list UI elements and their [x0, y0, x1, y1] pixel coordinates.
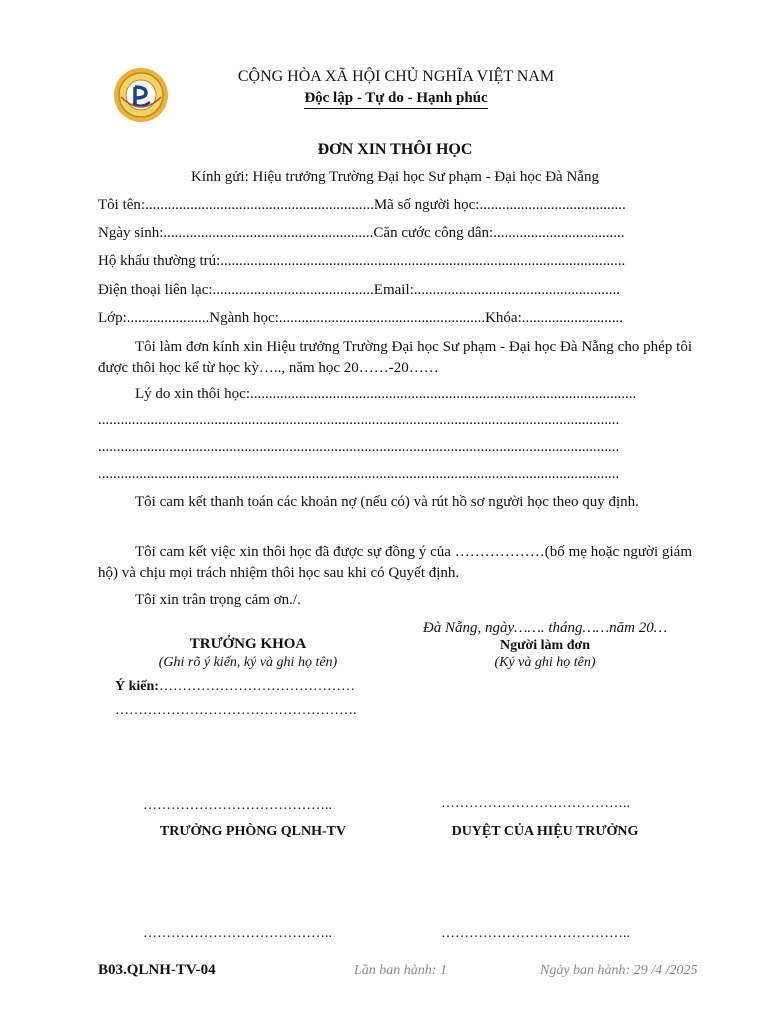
field-row-class [98, 310, 692, 327]
date-place-line[interactable]: Đà Nẵng, ngày……. tháng……năm 20… [422, 620, 668, 636]
office-head-signature-line[interactable]: ………………………………….. [143, 926, 332, 941]
applicant-title: Người làm đơn [499, 638, 591, 653]
dean-title: TRƯỞNG KHOA [189, 636, 307, 652]
commitment-paragraph-1: Tôi cam kết thanh toán các khoản nợ (nếu có) và rút hồ sơ người học theo quy định. [135, 494, 639, 510]
field-row-contact [98, 282, 692, 299]
major-field[interactable]: Ngành học:....................................................... [209, 310, 486, 326]
applicant-signature-line[interactable]: ………………………………….. [441, 796, 630, 811]
reason-field[interactable]: Lý do xin thôi học:....................................................................................................... [135, 386, 637, 402]
opinion-field-2[interactable]: ……………………………………………. [115, 703, 357, 718]
field-row-birth [98, 225, 692, 242]
recipient-line: Kính gửi: Hiệu trưởng Trường Đại học Sư phạm - Đại học Đà Nẵng [191, 169, 599, 185]
edition-number: Lần ban hành: 1 [354, 963, 447, 978]
reason-dots-1[interactable]: ........................................................................................................................................... [98, 412, 620, 428]
email-field[interactable]: Email:....................................................... [373, 282, 621, 298]
form-code: B03.QLNH-TV-04 [98, 962, 216, 978]
reason-dots-3[interactable]: ........................................................................................................................................... [98, 466, 620, 482]
birth-date-field[interactable]: Ngày sinh:........................................................ [98, 225, 374, 241]
thanks-line: Tôi xin trân trọng cảm ơn./. [135, 592, 301, 608]
rector-approval-title: DUYỆT CỦA HIỆU TRƯỞNG [451, 824, 639, 839]
request-paragraph: Tôi làm đơn kính xin Hiệu trưởng Trường Đại học Sư phạm - Đại học Đà Nẵng cho phép tôi được thôi học kể từ học kỳ….., năm học 20……-20…… [98, 339, 692, 376]
commitment-paragraph-2: Tôi cam kết việc xin thôi học đã được sự đồng ý của ………………(bố mẹ hoặc người giám hộ) và chịu mọi trách nhiệm thôi học sau khi có Quyết định. [98, 544, 692, 581]
applicant-note: (Ký và ghi họ tên) [494, 655, 596, 670]
phone-field[interactable]: Điện thoại liên lạc:........................................... [98, 282, 374, 298]
motto: Độc lập - Tự do - Hạnh phúc [304, 90, 487, 109]
issue-date: Ngày ban hành: 29 /4 /2025 [540, 963, 698, 978]
document-title: ĐƠN XIN THÔI HỌC [317, 141, 473, 158]
field-row-name [98, 197, 692, 214]
country-name: CỘNG HÒA XÃ HỘI CHỦ NGHĨA VIỆT NAM [237, 68, 555, 85]
student-id-field[interactable]: Mã số người học:....................................... [373, 197, 626, 213]
opinion-line [115, 679, 355, 695]
university-logo [113, 67, 169, 123]
dean-signature-line[interactable]: ………………………………….. [143, 798, 332, 813]
field-row-residence [98, 253, 692, 270]
rector-signature-line[interactable]: ………………………………….. [441, 926, 630, 941]
name-field[interactable]: Tôi tên:............................................................. [98, 197, 374, 213]
office-head-title: TRƯỞNG PHÒNG QLNH-TV [159, 824, 347, 839]
citizen-id-field[interactable]: Căn cước công dân:................................... [373, 225, 625, 241]
opinion-label: Ý kiến: [115, 679, 159, 694]
reason-dots-2[interactable]: ........................................................................................................................................... [98, 439, 620, 455]
course-field[interactable]: Khóa:........................... [485, 310, 624, 326]
class-field[interactable]: Lớp:...................... [98, 310, 210, 326]
residence-field[interactable]: Hộ khẩu thường trú:............................................................................................................ [98, 253, 626, 269]
dean-note: (Ghi rõ ý kiến, ký và ghi họ tên) [158, 655, 338, 670]
opinion-field[interactable]: …………………………………… [158, 679, 355, 694]
